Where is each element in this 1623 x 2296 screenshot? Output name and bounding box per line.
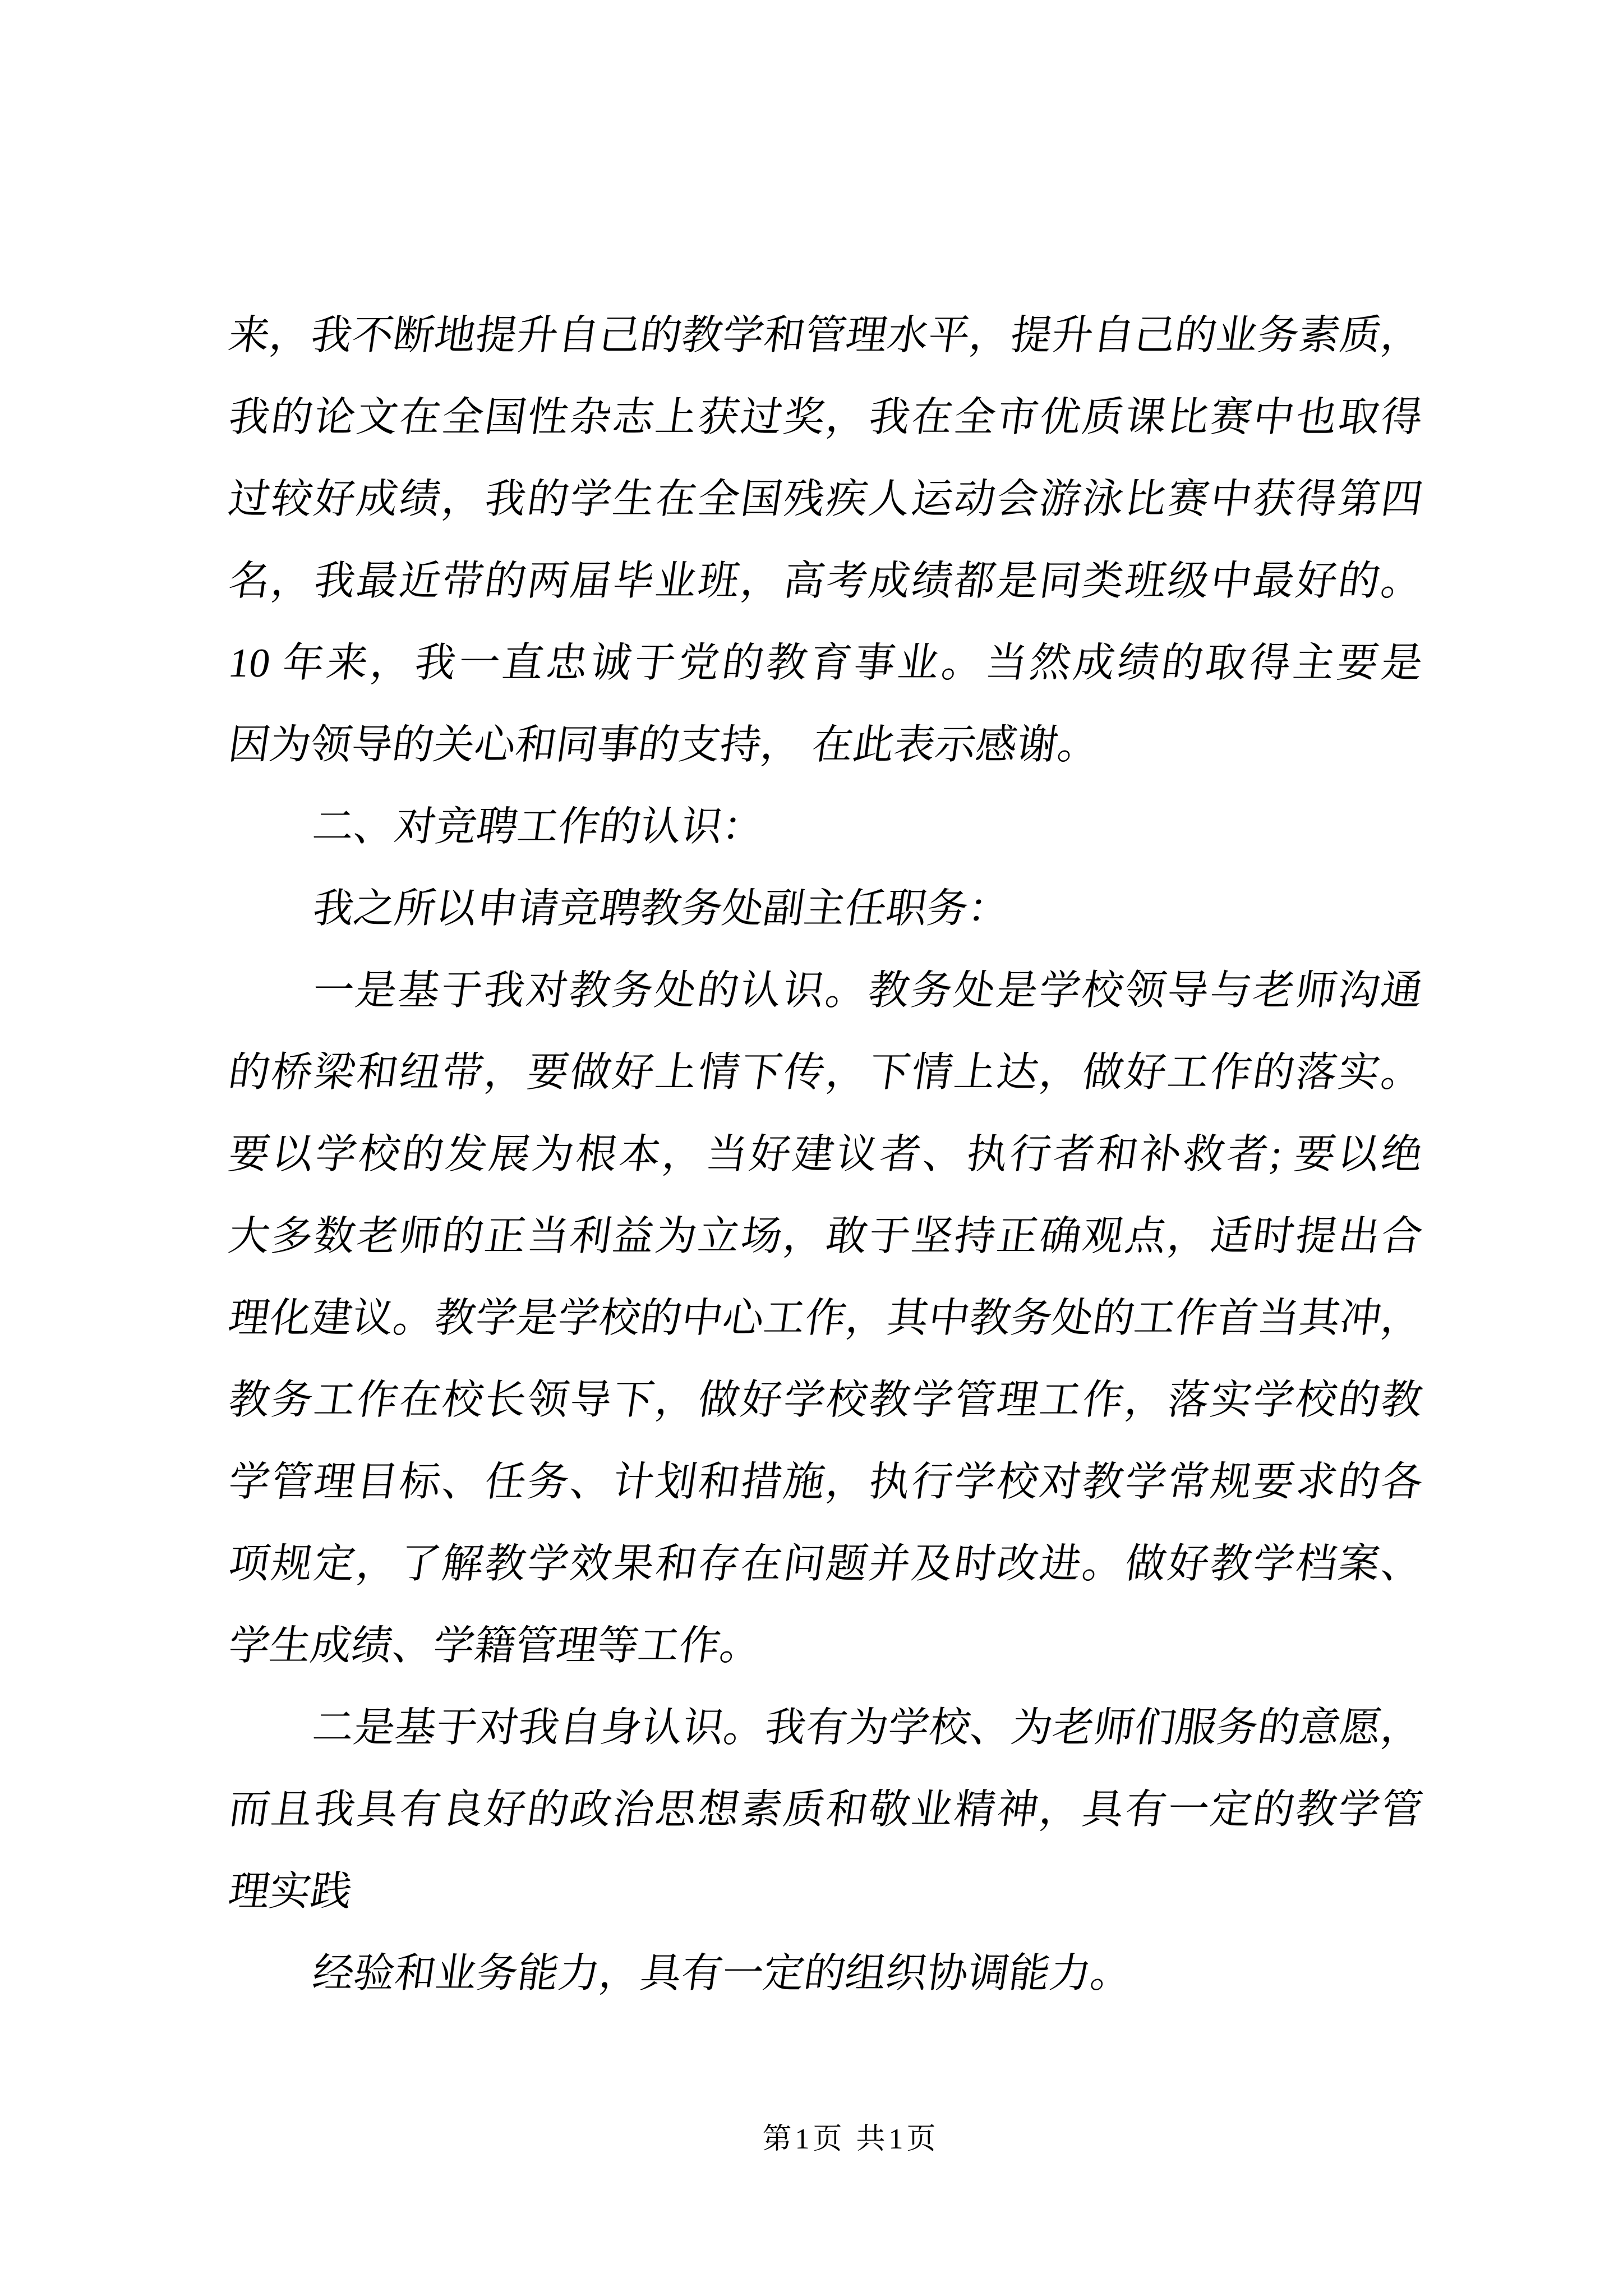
text-line: 理化建议。教学是学校的中心工作，其中教务处的工作首当其冲， [225, 1295, 1426, 1341]
text-line: 过较好成绩，我的学生在全国残疾人运动会游泳比赛中获得第四 [225, 476, 1426, 522]
text-line: 二是基于对我自身认识。我有为学校、为老师们服务的意愿， [310, 1705, 1426, 1750]
document-body [223, 295, 1426, 2014]
text-line: 理实践 [225, 1869, 356, 1914]
page-footer: 第1页 共1页 [762, 2123, 939, 2155]
text-line: 一是基于我对教务处的认识。教务处是学校领导与老师沟通 [310, 968, 1426, 1013]
text-line: 因为领导的关心和同事的支持， 在此表示感谢。 [225, 722, 1103, 767]
text-line: 我之所以申请竞聘教务处副主任职务： [310, 886, 1013, 931]
text-line: 来，我不断地提升自己的教学和管理水平，提升自己的业务素质， [225, 312, 1426, 358]
text-line: 二、对竞聘工作的认识： [310, 804, 767, 849]
text-line: 而且我具有良好的政治思想素质和敬业精神，具有一定的教学管 [225, 1787, 1426, 1832]
text-line: 的桥梁和纽带，要做好上情下传，下情上达，做好工作的落实。 [225, 1050, 1426, 1095]
text-line: 我的论文在全国性杂志上获过奖，我在全市优质课比赛中也取得 [225, 394, 1426, 440]
text-line: 学管理目标、任务、计划和措施，执行学校对教学常规要求的各 [225, 1459, 1426, 1504]
text-line: 教务工作在校长领导下，做好学校教学管理工作，落实学校的教 [225, 1377, 1426, 1423]
text-line: 项规定，了解教学效果和存在问题并及时改进。做好教学档案、 [225, 1541, 1426, 1586]
text-line: 名，我最近带的两届毕业班，高考成绩都是同类班级中最好的。 [225, 558, 1426, 604]
text-line: 大多数老师的正当利益为立场，敢于坚持正确观点，适时提出合 [225, 1213, 1426, 1259]
text-line: 10 年来，我一直忠诚于党的教育事业。当然成绩的取得主要是 [225, 640, 1426, 685]
text-line: 学生成绩、学籍管理等工作。 [225, 1623, 765, 1668]
text-line: 经验和业务能力，具有一定的组织协调能力。 [310, 1950, 1136, 1996]
text-line: 要以学校的发展为根本，当好建议者、执行者和补救者; 要以绝 [225, 1131, 1426, 1177]
